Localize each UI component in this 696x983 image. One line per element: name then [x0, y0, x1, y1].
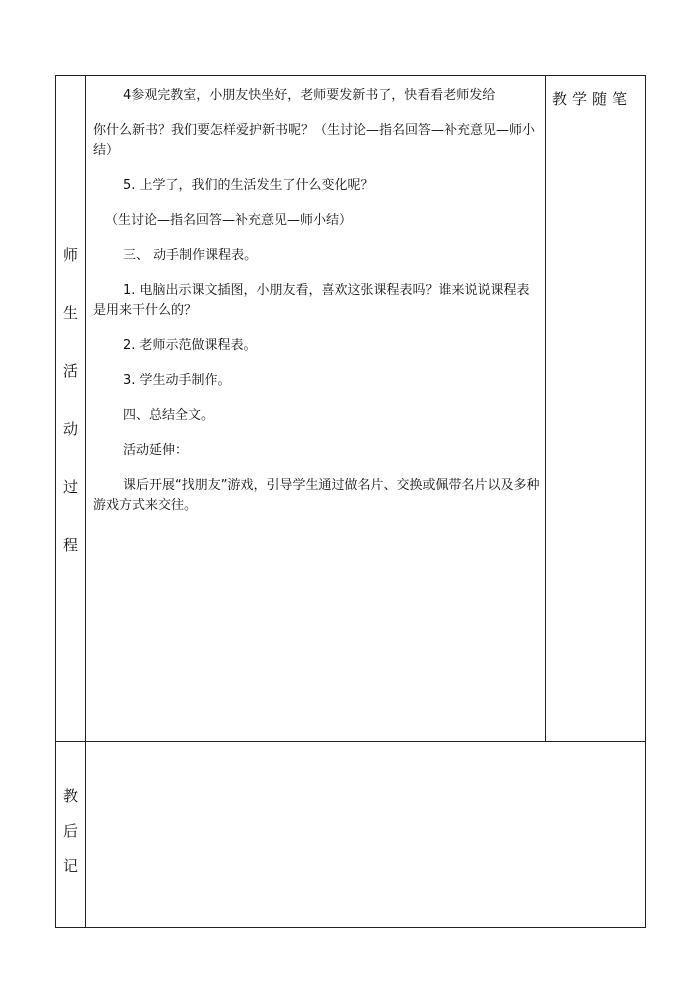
label-char: 师 [62, 246, 78, 264]
activity-content [93, 86, 541, 531]
content-paragraph: （生讨论—指名回答—补充意见—师小结） [105, 213, 353, 228]
label-char: 程 [62, 536, 78, 554]
teacher-student-activity-label [56, 248, 85, 596]
content-paragraph: 3. 学生动手制作。 [123, 373, 231, 388]
section-heading: 四、总结全文。 [123, 408, 215, 423]
content-paragraph: 2. 老师示范做课程表。 [123, 338, 257, 353]
section-heading: 三、 动手制作课程表。 [123, 248, 258, 263]
row-divider [56, 741, 646, 742]
label-char: 生 [62, 304, 78, 322]
lesson-plan-table [55, 75, 646, 928]
post-lesson-reflection-label [56, 789, 85, 894]
left-column-divider [85, 76, 86, 928]
label-char: 记 [62, 857, 78, 875]
content-paragraph: 4参观完教室，小朋友快坐好，老师要发新书了，快看看老师发给 [123, 88, 496, 103]
content-paragraph: 5. 上学了，我们的生活发生了什么变化呢？ [123, 178, 374, 193]
teaching-notes-header: 教学随笔 [552, 90, 633, 108]
label-char: 后 [62, 822, 78, 840]
label-char: 教 [62, 787, 78, 805]
label-char: 过 [62, 478, 78, 496]
content-paragraph: 你什么新书？我们要怎样爱护新书呢？（生讨论—指名回答—补充意见—师小结） [93, 123, 536, 158]
content-paragraph: 课后开展“找朋友”游戏，引导学生通过做名片、交换或佩带名片以及多种游戏方式来交往。 [93, 478, 540, 513]
label-char: 活 [62, 362, 78, 380]
content-paragraph: 活动延伸： [123, 443, 189, 458]
content-paragraph: 1. 电脑出示课文插图，小朋友看，喜欢这张课程表吗？谁来说说课程表是用来干什么的？ [93, 283, 530, 318]
label-char: 动 [62, 420, 78, 438]
notes-column-divider [545, 76, 546, 741]
